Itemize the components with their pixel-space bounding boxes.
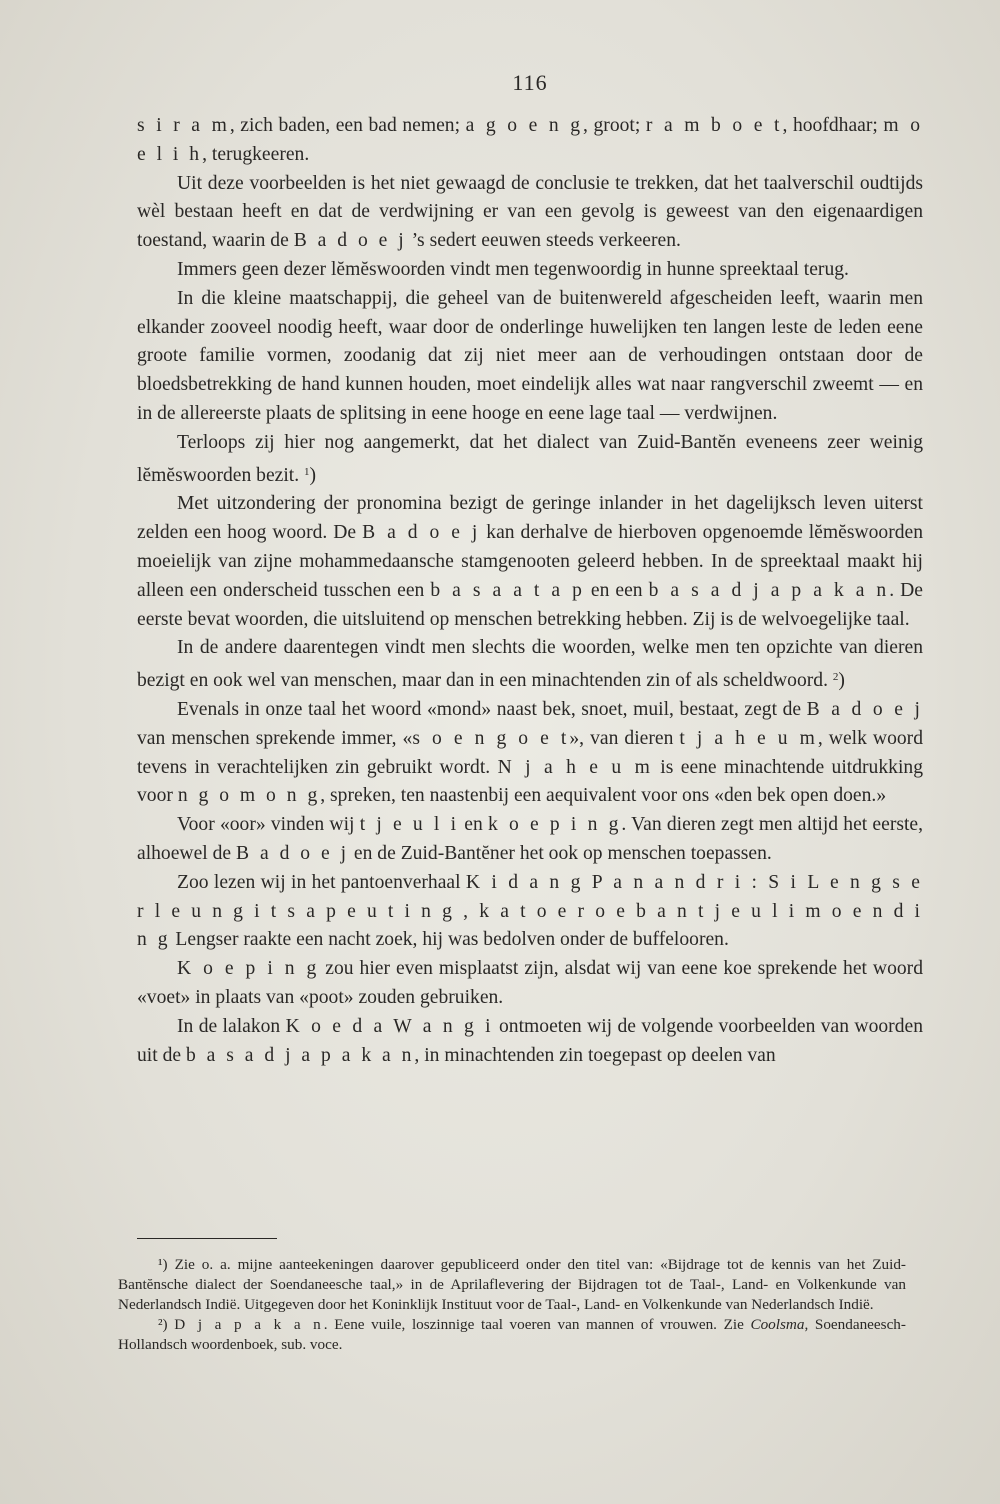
footnote-2 [118, 1315, 906, 1355]
text-run: , Soendaneesch-Hollandsch woordenboek, sub. voce. [118, 1316, 906, 1353]
text-run: , terugkeeren. [202, 143, 310, 165]
footnote-1 [118, 1255, 906, 1315]
spaced-term: K o e d a W a n g i [285, 1015, 494, 1037]
text-run: van menschen sprekende immer, « [137, 727, 413, 749]
spaced-term: B a d o e j [362, 522, 481, 544]
text-run: Zoo lezen wij in het pantoenverhaal [177, 871, 466, 893]
text-run: , hoofdhaar; [782, 115, 884, 136]
spaced-term: r a m b o e t [645, 115, 783, 136]
paragraph-9 [137, 811, 923, 869]
text-run: ontmoeten wij de volgende voorbeelden van woorden uit de [137, 1015, 923, 1066]
text-run: Uit deze voorbeelden is het niet gewaagd de conclusie te trekken, dat het taalverschil oudtijds wèl bestaan heeft en dat de verdwijning er van een gevolg is geweest van den eigenaardigen toestand, waarin de [137, 172, 923, 252]
spaced-term: B a d o e j [806, 698, 923, 720]
spaced-term: b a s a d j a p a k a n [648, 579, 890, 601]
paragraph-6 [137, 490, 923, 634]
paragraph-11 [137, 955, 923, 1013]
text-run: In de andere daarentegen vindt men slechts die woorden, welke men ten opzichte van dieren bezigt en ook wel van menschen, maar dan in een minachtenden zin of als scheldwoord. [137, 637, 923, 692]
text-run: is eene minachtende uitdrukking voor [137, 756, 923, 807]
footnote-divider [137, 1238, 277, 1239]
text-run: Evenals in onze taal het woord «mond» naast bek, snoet, muil, bestaat, zegt de [177, 698, 807, 720]
spaced-term: m o e l i h [137, 115, 924, 165]
text-run: In die kleine maatschappij, die geheel van de buitenwereld afgescheiden leeft, waarin men elkander zooveel noodig heeft, waar door de onderlinge huwelijken ten langen leste de leden eene groote familie vormen, zoodanig dat zij niet meer aan de verhoudingen ontstaan door de bloedsbetrekking de hand kunnen houden, moet eindelijk alles wat naar rangverschil zweemt — en in de allereerste plaats de splitsing in eene hooge en eene lage taal — verdwijnen. [137, 287, 923, 424]
text-run: , zich baden, een bad nemen; [229, 115, 466, 136]
spaced-term: N j a h e u m [497, 756, 653, 778]
text-run: Immers geen dezer lĕmĕswoorden vindt men tegenwoordig in hunne spreektaal terug. [177, 258, 849, 280]
spaced-term: s o e n g o e t [412, 727, 570, 749]
spaced-term: K i d a n g P a n a n d r i : S i L e n g s e r l e u n g i t s a p e u t i n g , k a t o e r o e b a n t j e u l i m o e n d i n g [137, 871, 923, 951]
text-run: Voor «oor» vinden wij [177, 814, 360, 836]
spaced-term: K o e p i n g [177, 958, 320, 980]
text-run: , welk woord tevens in verachtelijken zin gebruikt wordt. [137, 727, 923, 778]
spaced-term: B a d o e j [236, 842, 350, 864]
spaced-term: b a s a d j a p a k a n [185, 1044, 415, 1066]
paragraph-1 [137, 112, 923, 170]
spaced-term: t j a h e u m [679, 727, 818, 749]
footnote-ref-1: 1 [304, 465, 310, 478]
paragraph-4 [137, 285, 923, 429]
text-run: Terloops zij hier nog aangemerkt, dat het dialect van Zuid-Bantĕn eveneens zeer weinig lĕmĕswoorden bezit. [137, 431, 923, 486]
text-run: , in minachtenden zin toegepast op deelen van [414, 1044, 776, 1066]
footnote-ref-2: 2 [832, 671, 839, 684]
paragraph-3 [137, 256, 923, 285]
paragraph-8 [137, 696, 923, 811]
text-run: ) [309, 464, 317, 486]
paragraph-7 [137, 634, 923, 696]
text-run: ’s sedert eeuwen steeds verkeeren. [406, 230, 681, 252]
spaced-term: t j e u l i [359, 814, 460, 836]
spaced-term: k o e p i n g [487, 814, 622, 836]
page-number: 116 [512, 70, 548, 95]
spaced-term: D j a p a k a n [174, 1316, 324, 1333]
paragraph-10 [137, 869, 923, 955]
spaced-term: b a s a a t a p [430, 579, 585, 601]
text-run: ²) [158, 1316, 175, 1333]
text-run: kan derhalve de hierboven opgenoemde lĕmĕswoorden moeielijk van zijne mohammedaansche stamgenooten geleerd hebben. In de spreektaal maakt hij alleen een onderscheid tusschen een [137, 522, 924, 601]
paragraph-12 [137, 1013, 923, 1071]
text-run: , groot; [583, 115, 646, 136]
body-text [137, 112, 923, 1070]
text-run: ) [838, 670, 845, 692]
text-run: en een [584, 579, 649, 601]
author-name: Coolsma [750, 1316, 805, 1333]
text-run: . Van dieren zegt men altijd het eerste, alhoewel de [137, 814, 924, 864]
text-run: Met uitzondering der pronomina bezigt de geringe inlander in het dagelijksch leven uiterst zelden een hoog woord. De [137, 493, 923, 544]
text-run: », van dieren [569, 727, 680, 749]
spaced-term: n g o m o n g [177, 785, 321, 807]
footnotes [118, 1255, 906, 1355]
spaced-term: B a d o e j [293, 230, 407, 252]
text-run: . De eerste bevat woorden, die uitsluitend op menschen betrekking hebben. Zij is de welvoegelijke taal. [137, 579, 923, 630]
text-run: en de Zuid-Bantĕner het ook op menschen toepassen. [349, 842, 772, 864]
text-run: en [459, 814, 488, 836]
spaced-term: a g o e n g [465, 115, 584, 136]
text-run: zou hier even misplaatst zijn, alsdat wij van eene koe sprekende het woord «voet» in plaats van «poot» zouden gebruiken. [137, 958, 923, 1008]
paragraph-2 [137, 170, 923, 256]
text-run: . Eene vuile, loszinnige taal voeren van mannen of vrouwen. Zie [323, 1316, 751, 1333]
text-run: In de lalakon [177, 1015, 286, 1037]
paragraph-5 [137, 429, 923, 491]
text-run: ¹) Zie o. a. mijne aanteekeningen daarover gepubliceerd onder den titel van: «Bijdrage tot de kennis van het Zuid-Bantĕnsche dialect der Soendaneesche taal,» in de Aprilaflevering der Bijdragen tot de Taal-, Land- en Volkenkunde van Nederlandsch Indië. Uitgegeven door het Koninklijk Instituut voor de Taal-, Land- en Volkenkunde van Nederlandsch Indië. [118, 1256, 906, 1313]
text-run: , spreken, ten naastenbij een aequivalent voor ons «den bek open doen.» [320, 785, 887, 807]
text-run: Lengser raakte een nacht zoek, hij was bedolven onder de buffelooren. [170, 929, 729, 951]
spaced-term: s i r a m [137, 115, 230, 136]
